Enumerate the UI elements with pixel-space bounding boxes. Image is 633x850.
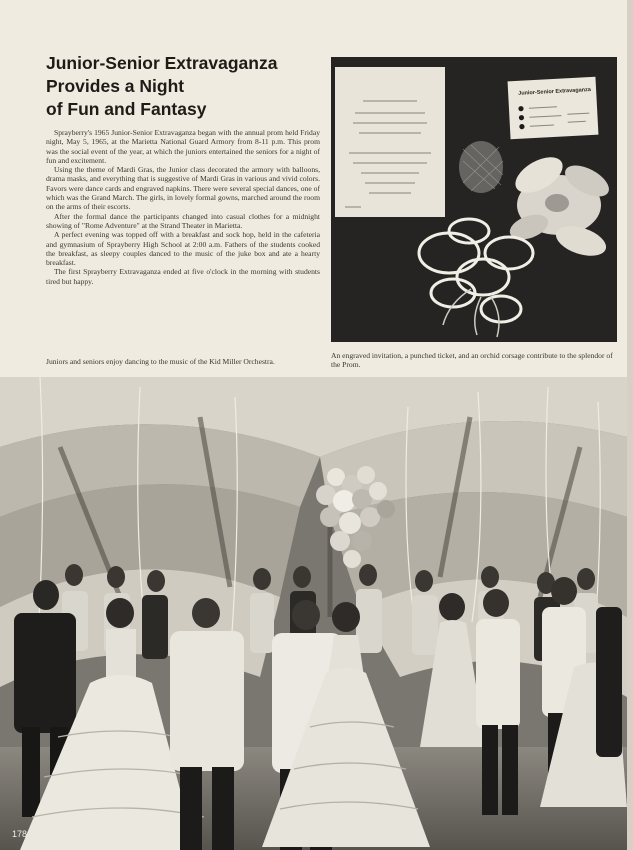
headline-line-2: Provides a Night bbox=[46, 76, 185, 96]
article-paragraph: A perfect evening was topped off with a breakfast and sock hop, held in the cafeteria and gymnasium of Sprayberry High School at 2:00 a.m. Fathers of the students cooked the breakfast, as sleepy couples danced to the music of the juke box and ate a hearty breakfast. bbox=[46, 230, 320, 268]
article-paragraph: Sprayberry's 1965 Junior-Senior Extravaganza began with the annual prom held Friday night, May 5, 1965, at the Marietta National Guard Armory from 8-11 p.m. This prom was the social event of the year, at which the juniors entertained the seniors for a night of fun and excitement. bbox=[46, 128, 320, 165]
headline-line-3: of Fun and Fantasy bbox=[46, 99, 207, 119]
headline-line-1: Junior-Senior Extravaganza bbox=[46, 53, 278, 73]
page-spine-edge bbox=[627, 0, 633, 850]
prom-dance-photo bbox=[0, 377, 627, 850]
article-paragraph: Using the theme of Mardi Gras, the Junior class decorated the armory with balloons, drama masks, and everything that is suggestive of Mardi Gras in various and vivid colors. Favors were dance cards and engraved napkins. There were several special dances, one of which was the Grand March. The girls, in lovely formal gowns, marched around the room on the arms of their escorts. bbox=[46, 165, 320, 212]
invitation-corsage-illustration bbox=[331, 57, 617, 342]
invitation-card bbox=[335, 67, 445, 217]
ticket-title: Junior-Senior Extravaganza bbox=[518, 86, 592, 97]
page-number: 178 bbox=[12, 829, 28, 839]
prom-dance-illustration bbox=[0, 377, 627, 850]
corsage-photo-caption: An engraved invitation, a punched ticket, and an orchid corsage contribute to the splendor of the Prom. bbox=[331, 351, 613, 370]
article-body bbox=[46, 128, 320, 286]
article-paragraph: The first Sprayberry Extravaganza ended at five o'clock in the morning with students tired but happy. bbox=[46, 267, 320, 286]
article-headline bbox=[46, 52, 316, 121]
invitation-corsage-photo bbox=[331, 57, 617, 342]
dance-photo-caption: Juniors and seniors enjoy dancing to the music of the Kid Miller Orchestra. bbox=[46, 357, 275, 366]
article-paragraph: After the formal dance the participants changed into casual clothes for a midnight showing of "Rome Adventure" at the Strand Theater in Marietta. bbox=[46, 211, 320, 230]
